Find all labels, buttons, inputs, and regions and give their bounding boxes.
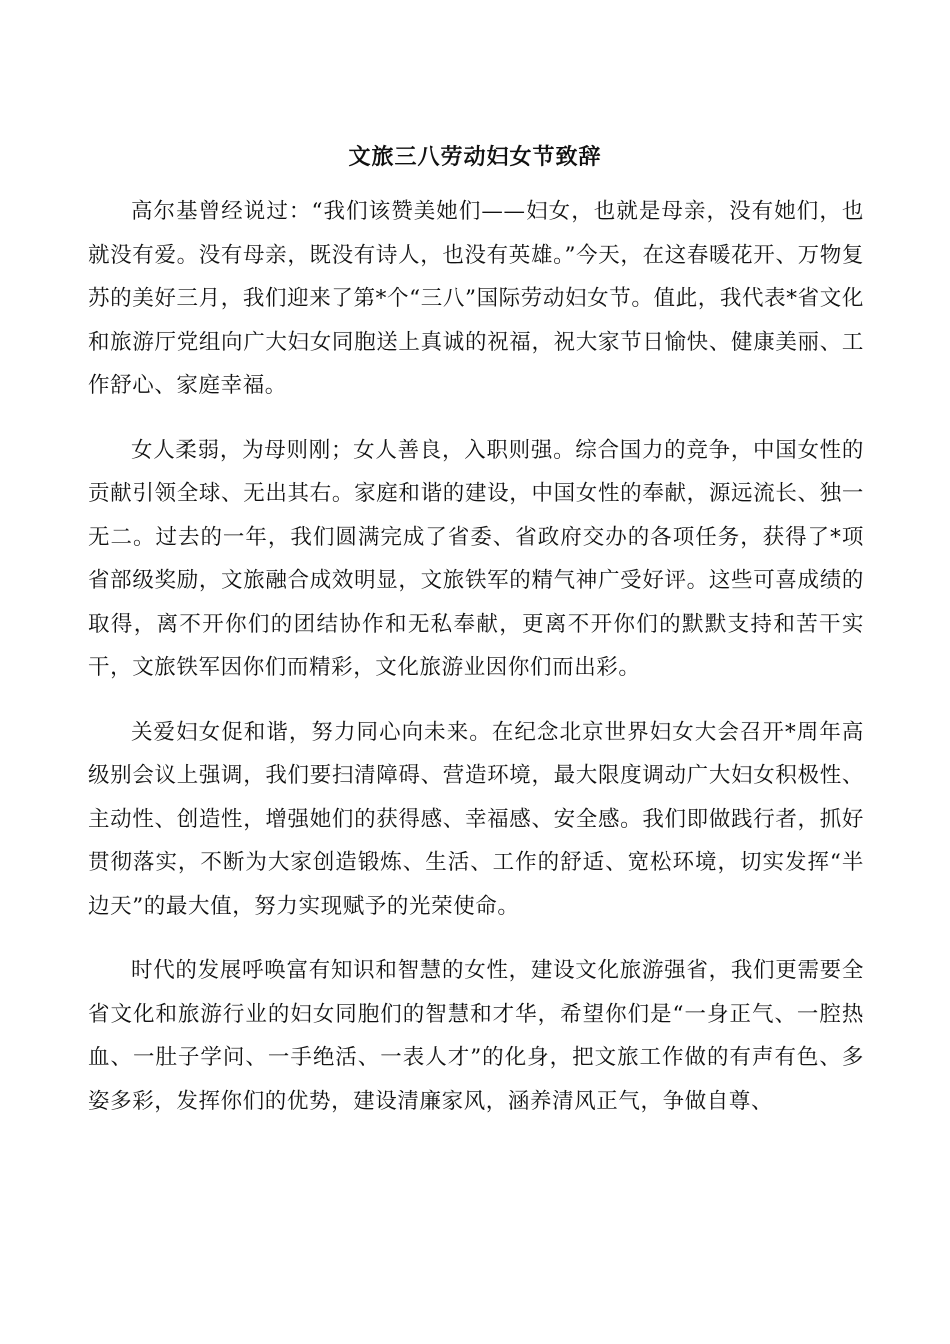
document-title: 文旅三八劳动妇女节致辞	[348, 144, 602, 170]
paragraph-3: 关爱妇女促和谐，努力同心向未来。在纪念北京世界妇女大会召开*周年高级别会议上强调，我们要扫清障碍、营造环境，最大限度调动广大妇女积极性、主动性、创造性，增强她们的获得感、幸福感、安全感。我们即做践行者，抓好贯彻落实，不断为大家创造锻炼、生活、工作的舒适、宽松环境，切实发挥“半边天”的最大值，努力实现赋予的光荣使命。	[88, 719, 864, 919]
paragraph-4: 时代的发展呼唤富有知识和智慧的女性，建设文化旅游强省，我们更需要全省文化和旅游行业的妇女同胞们的智慧和才华，希望你们是“一身正气、一腔热血、一肚子学问、一手绝活、一表人才”的化身，把文旅工作做的有声有色、多姿多彩，发挥你们的优势，建设清廉家风，涵养清风正气，争做自尊、	[88, 958, 864, 1114]
document-body	[88, 190, 864, 1144]
paragraph-2: 女人柔弱，为母则刚；女人善良，入职则强。综合国力的竞争，中国女性的贡献引领全球、无出其右。家庭和谐的建设，中国女性的奉献，源远流长、独一无二。过去的一年，我们圆满完成了省委、省政府交办的各项任务，获得了*项省部级奖励，文旅融合成效明显，文旅铁军的精气神广受好评。这些可喜成绩的取得，离不开你们的团结协作和无私奉献，更离不开你们的默默支持和苦干实干，文旅铁军因你们而精彩，文化旅游业因你们而出彩。	[88, 437, 864, 680]
paragraph-1: 高尔基曾经说过：“我们该赞美她们——妇女，也就是母亲，没有她们，也就没有爱。没有母亲，既没有诗人，也没有英雄。”今天，在这春暖花开、万物复苏的美好三月，我们迎来了第*个“三八”国际劳动妇女节。值此，我代表*省文化和旅游厅党组向广大妇女同胞送上真诚的祝福，祝大家节日愉快、健康美丽、工作舒心、家庭幸福。	[88, 199, 864, 398]
